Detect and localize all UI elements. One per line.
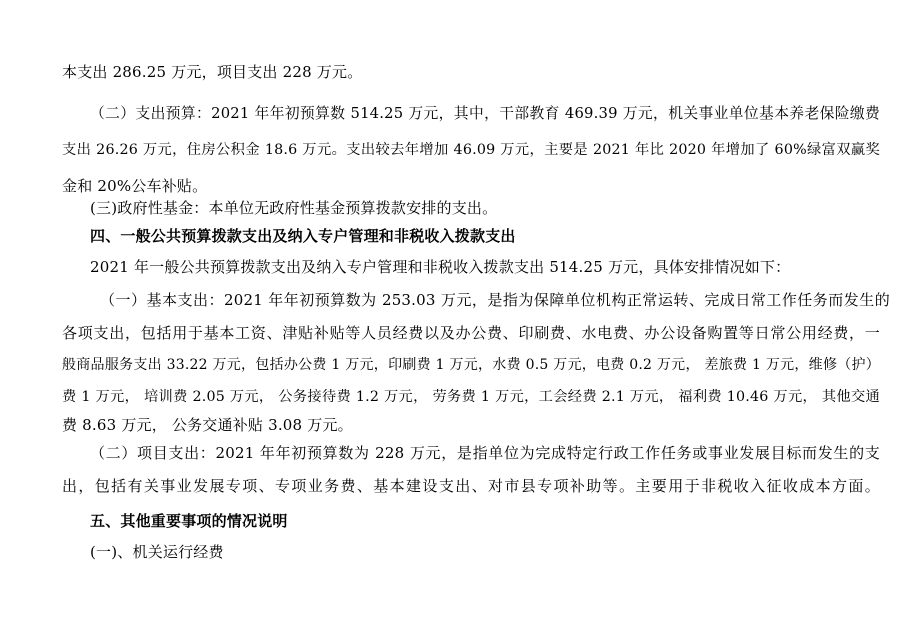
paragraph-line: 本支出 286.25 万元，项目支出 228 万元。 <box>62 63 363 81</box>
paragraph-line: 支出 26.26 万元，住房公积金 18.6 万元。支出较去年增加 46.09 万元，主要是 2021 年比 2020 年增加了 60%绿富双赢奖 <box>62 142 880 158</box>
paragraph-line: 般商品服务支出 33.22 万元，包括办公费 1 万元，印刷费 1 万元，水费 0.5 万元，电费 0.2 万元， 差旅费 1 万元，维修（护） <box>62 357 880 373</box>
paragraph-line: (一)、机关运行经费 <box>90 543 224 561</box>
paragraph-line: (三)政府性基金：本单位无政府性基金预算拨款安排的支出。 <box>90 199 498 217</box>
paragraph-line: （一）基本支出：2021 年年初预算数为 253.03 万元，是指为保障单位机构正常运转、完成日常工作任务而发生的 <box>100 291 890 309</box>
section-heading: 五、其他重要事项的情况说明 <box>90 512 288 530</box>
section-heading: 四、一般公共预算拨款支出及纳入专户管理和非税收入拨款支出 <box>90 227 516 245</box>
paragraph-line: 2021 年一般公共预算拨款支出及纳入专户管理和非税收入拨款支出 514.25 万元，具体安排情况如下： <box>90 258 791 276</box>
paragraph-line: 费 8.63 万元， 公务交通补贴 3.08 万元。 <box>62 416 353 434</box>
paragraph-line: 出，包括有关事业发展专项、专项业务费、基本建设支出、对市县专项补助等。主要用于非税收入征收成本方面。 <box>62 477 880 495</box>
paragraph-line: （二）支出预算：2021 年年初预算数 514.25 万元，其中，干部教育 469.39 万元，机关事业单位基本养老保险缴费 <box>90 105 880 122</box>
paragraph-line: （二）项目支出：2021 年年初预算数为 228 万元，是指单位为完成特定行政工作任务或事业发展目标而发生的支 <box>90 444 880 462</box>
paragraph-line: 费 1 万元， 培训费 2.05 万元， 公务接待费 1.2 万元， 劳务费 1 万元，工会经费 2.1 万元， 福利费 10.46 万元， 其他交通 <box>62 389 880 405</box>
paragraph-line: 金和 20%公车补贴。 <box>62 177 208 195</box>
paragraph-line: 各项支出，包括用于基本工资、津贴补贴等人员经费以及办公费、印刷费、水电费、办公设备购置等日常公用经费，一 <box>62 324 880 342</box>
